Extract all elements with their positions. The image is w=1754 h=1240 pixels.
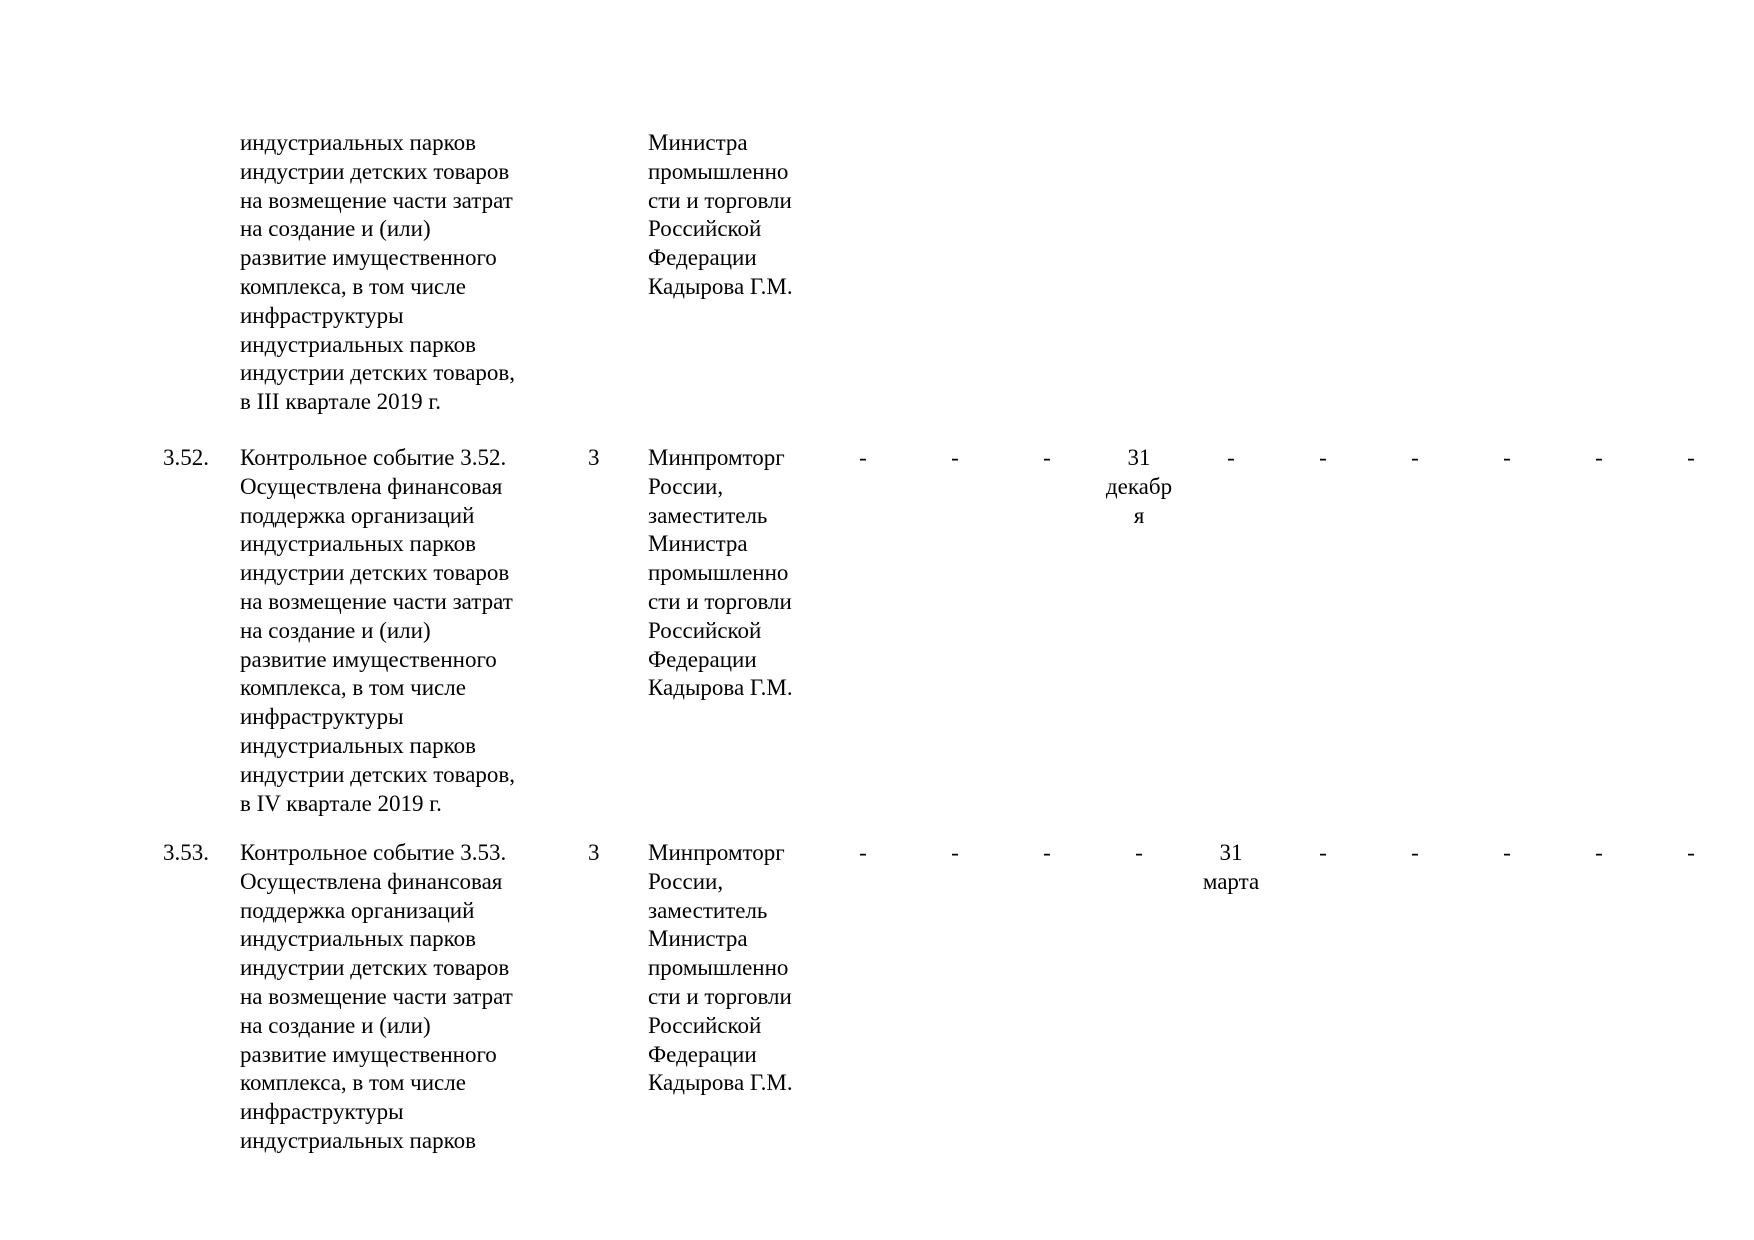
row-number: 3.53.: [163, 840, 209, 865]
period-cell: -: [1595, 445, 1603, 470]
period-cell: 31 марта: [1202, 840, 1260, 894]
period-cell: -: [1687, 840, 1695, 865]
row-level: 3: [588, 445, 600, 470]
period-cell: -: [1043, 840, 1051, 865]
period-cell: -: [1687, 445, 1695, 470]
period-cell: -: [1595, 840, 1603, 865]
period-cell: -: [1319, 840, 1327, 865]
period-cell: -: [951, 840, 959, 865]
period-cell: -: [1503, 445, 1511, 470]
period-cell: 31 декабр я: [1105, 445, 1173, 528]
period-cell: -: [1411, 445, 1419, 470]
period-cell: -: [1135, 840, 1143, 865]
period-cell: -: [1319, 445, 1327, 470]
period-cell: -: [1411, 840, 1419, 865]
row-description: индустриальных парков индустрии детских товаров на возмещение части затрат на создание и (или) развитие имущественного комплекса, в том числе инфраструктуры индустриальных парков индустрии детских товаров, в III квартале 2019 г.: [240, 130, 516, 415]
period-cell: -: [951, 445, 959, 470]
row-number: 3.52.: [163, 445, 209, 470]
period-cell: -: [859, 840, 867, 865]
row-description: Контрольное событие 3.53. Осуществлена финансовая поддержка организаций индустриальных парков индустрии детских товаров на возмещение части затрат на создание и (или) развитие имущественного комплекса, в том числе инфраструктуры индустриальных парков: [240, 840, 513, 1153]
row-level: 3: [588, 840, 600, 865]
row-description: Контрольное событие 3.52. Осуществлена финансовая поддержка организаций индустриальных парков индустрии детских товаров на возмещение части затрат на создание и (или) развитие имущественного комплекса, в том числе инфраструктуры индустриальных парков индустрии детских товаров, в IV квартале 2019 г.: [240, 445, 516, 816]
period-cell: -: [1503, 840, 1511, 865]
row-responsible: Минпромторг России, заместитель Министра промышленно сти и торговли Российской Федерации Кадырова Г.М.: [648, 840, 793, 1096]
row-responsible: Министра промышленно сти и торговли Российской Федерации Кадырова Г.М.: [648, 130, 793, 299]
period-cell: -: [859, 445, 867, 470]
row-responsible: Минпромторг России, заместитель Министра промышленно сти и торговли Российской Федерации Кадырова Г.М.: [648, 445, 793, 701]
period-cell: -: [1227, 445, 1235, 470]
period-cell: -: [1043, 445, 1051, 470]
